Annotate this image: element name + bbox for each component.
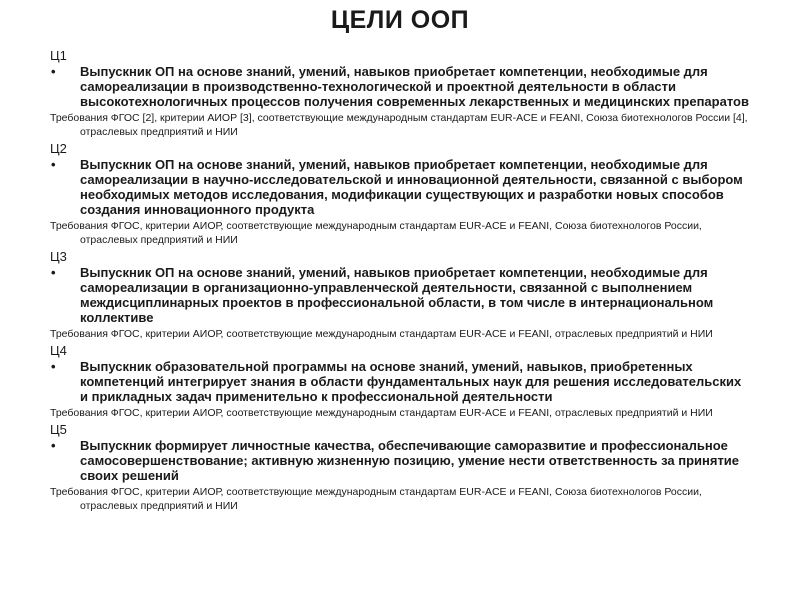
- goal-code: Ц3: [50, 249, 67, 264]
- bullet-icon: •: [51, 64, 56, 79]
- goal-requirements: [50, 485, 750, 513]
- goal-item: [50, 64, 750, 109]
- goal-item: [50, 265, 750, 325]
- goal-requirements-text: Требования ФГОС, критерии АИОР, соответствующие международным стандартам EUR-ACE и FEANI, Союза биотехнологов России, отраслевых предприятий и НИИ: [50, 220, 702, 246]
- goal-requirements: [50, 219, 750, 247]
- goal-code: Ц1: [50, 48, 67, 63]
- goal-item: [50, 359, 750, 404]
- goal-block-3: [50, 249, 750, 341]
- bullet-icon: •: [51, 157, 56, 172]
- goal-code: Ц2: [50, 141, 67, 156]
- goal-item: [50, 157, 750, 217]
- goal-requirements: [50, 111, 750, 139]
- goal-text: Выпускник ОП на основе знаний, умений, навыков приобретает компетенции, необходимые для самореализации в организационно-управленческой деятельности, связанной с выполнением междисциплинарных проектов в профессиональной области, в том числе в интернациональном коллективе: [80, 265, 714, 325]
- goal-code: Ц5: [50, 422, 67, 437]
- bullet-icon: •: [51, 359, 56, 374]
- goal-block-1: [50, 48, 750, 139]
- goal-block-2: [50, 141, 750, 247]
- goal-block-5: [50, 422, 750, 513]
- bullet-icon: •: [51, 438, 56, 453]
- bullet-icon: •: [51, 265, 56, 280]
- page-title: ЦЕЛИ ООП: [330, 6, 470, 34]
- goal-text: Выпускник ОП на основе знаний, умений, навыков приобретает компетенции, необходимые для самореализации в производственно-технологической и проектной деятельности в области высокотехнологичных процессов получения современных лекарственных и медицинских препаратов: [80, 64, 749, 109]
- goal-text: Выпускник ОП на основе знаний, умений, навыков приобретает компетенции, необходимые для самореализации в научно-исследовательской и инновационной деятельности, связанной с выбором необходимых методов исследования, модификации существующих и разработки новых способов создания инновационного продукта: [80, 157, 743, 217]
- goal-block-4: [50, 343, 750, 420]
- goal-requirements-text: Требования ФГОС, критерии АИОР, соответствующие международным стандартам EUR-ACE и FEANI, отраслевых предприятий и НИИ: [50, 328, 713, 340]
- goal-requirements-text: Требования ФГОС, критерии АИОР, соответствующие международным стандартам EUR-ACE и FEANI, отраслевых предприятий и НИИ: [50, 407, 713, 419]
- goal-text: Выпускник образовательной программы на основе знаний, умений, навыков, приобретенных компетенций интегрирует знания в области фундаментальных наук для решения исследовательских и прикладных задач применительно к профессиональной деятельности: [80, 359, 742, 404]
- goal-requirements-text: Требования ФГОС [2], критерии АИОР [3], соответствующие международным стандартам EUR-ACE и FEANI, Союза биотехнологов России [4], отраслевых предприятий и НИИ: [50, 112, 748, 138]
- goal-requirements-text: Требования ФГОС, критерии АИОР, соответствующие международным стандартам EUR-ACE и FEANI, Союза биотехнологов России, отраслевых предприятий и НИИ: [50, 486, 702, 512]
- goal-code: Ц4: [50, 343, 67, 358]
- goal-requirements: [50, 406, 750, 420]
- goal-item: [50, 438, 750, 483]
- goal-requirements: [50, 327, 750, 341]
- goal-text: Выпускник формирует личностные качества, обеспечивающие саморазвитие и профессиональное самосовершенствование; активную жизненную позицию, умение нести ответственность за принятие своих решений: [80, 438, 740, 483]
- goals-list: [50, 46, 750, 513]
